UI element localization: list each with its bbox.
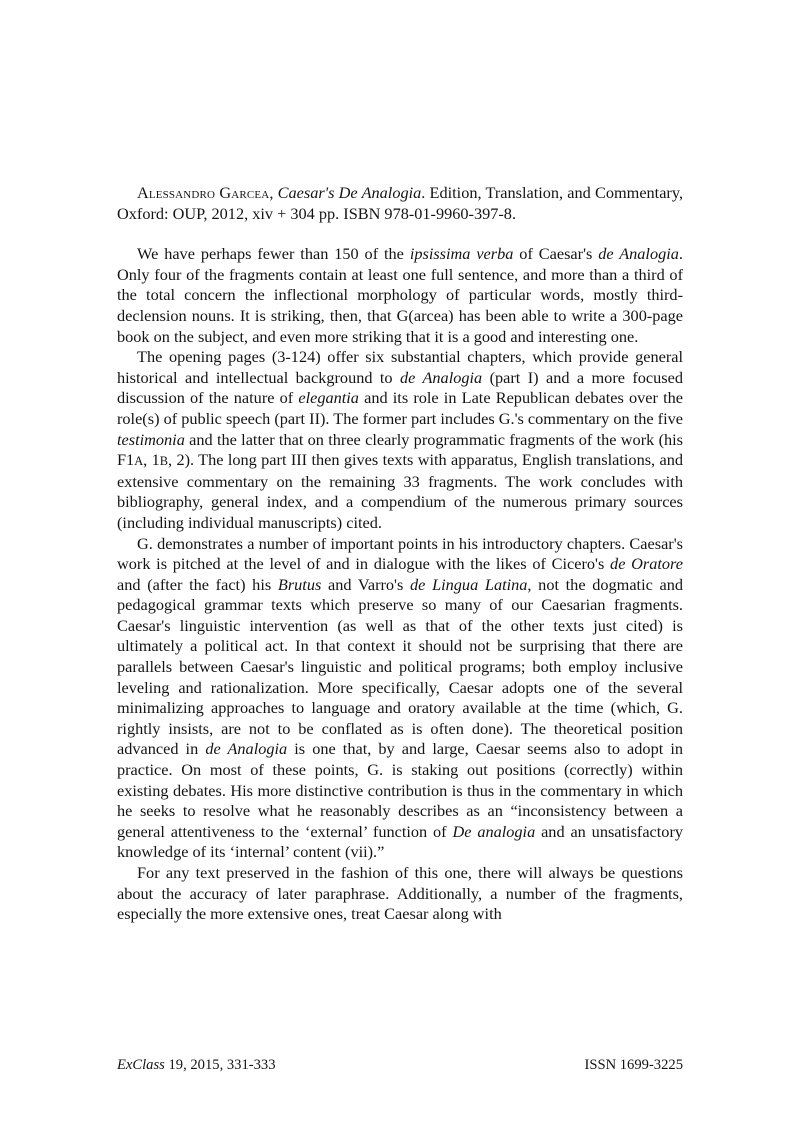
body-paragraph xyxy=(117,863,683,925)
text-run: , not the dogmatic and pedagogical grammar texts which preserve so many of our Caesarian fragments. Caesar's linguistic intervention (as well as that of the other texts just cited) is ultimately a political act. In that context it should not be surprising that there are parallels between Caesar's linguistic and political programs; both employ inclusive leveling and rationalization. More specifically, Caesar adopts one of the several minimalizing approaches to language and oratory available at the time (which, G. rightly insists, are not to be conflated as is often done). The theoretical position advanced in xyxy=(117,574,684,759)
text-run: is one that, by and large, Caesar seems also to adopt in practice. On most of these points, G. is staking out positions (correctly) within existing debates. His more distinctive contribution is thus in the commentary in which he seeks to resolve what he reasonably describes as an “inconsistency between a general attentiveness to the ‘external’ function of xyxy=(117,739,683,841)
text-run: of Caesar's xyxy=(513,244,599,264)
headnote-comma: , xyxy=(269,183,278,202)
italic-phrase: de Oratore xyxy=(610,554,683,574)
body-paragraph xyxy=(117,347,683,533)
italic-phrase: ipsissima verba xyxy=(409,244,514,264)
italic-phrase: De analogia xyxy=(452,821,536,841)
italic-phrase: de Analogia xyxy=(399,367,483,387)
text-run: , 1 xyxy=(143,450,160,470)
italic-phrase: de Lingua Latina xyxy=(410,574,528,594)
text-run: The opening pages (3-124) offer six substantial chapters, which provide general historical and intellectual background to xyxy=(117,347,683,387)
text-run: , 2). The long part III then gives texts with apparatus, English translations, and extensive commentary on the remaining 33 fragments. The work concludes with bibliography, general index, and a compendium of the numerous primary sources (including individual manuscripts) cited. xyxy=(117,450,683,532)
review-author: Alessandro Garcea xyxy=(137,183,270,202)
text-run: and an unsatisfactory knowledge of its ‘internal’ content (vii).” xyxy=(117,821,684,862)
italic-phrase: de Analogia xyxy=(205,739,288,759)
text-column xyxy=(117,183,683,925)
page-footer xyxy=(117,1056,683,1074)
footer-issn: ISSN 1699-3225 xyxy=(584,1057,683,1073)
text-run: We have perhaps fewer than 150 of the xyxy=(137,244,410,264)
text-run: and its role in Late Republican debates over the role(s) of public speech (part II). The former part includes G.'s commentary on the five xyxy=(117,388,683,428)
body-paragraph xyxy=(117,534,683,864)
review-imprint: . Edition, Translation, and Commentary, Oxford: OUP, 2012, xiv + 304 pp. ISBN 978-01-9960-397-8. xyxy=(117,183,684,223)
italic-phrase: testimonia xyxy=(117,429,185,449)
review-headnote xyxy=(117,183,683,224)
body-paragraph xyxy=(117,244,683,347)
italic-phrase: Brutus xyxy=(277,574,322,594)
journal-name: ExClass xyxy=(117,1057,165,1073)
text-run: and Varro's xyxy=(321,574,411,594)
small-caps-letter: B xyxy=(159,454,169,469)
journal-citation: 19, 2015, 331-333 xyxy=(164,1057,276,1073)
footer-citation xyxy=(117,1056,276,1074)
small-caps-letter: A xyxy=(134,454,144,469)
text-run: (part I) and a more focused discussion of the nature of xyxy=(117,367,684,408)
review-book-title: Caesar's De Analogia xyxy=(277,183,422,202)
italic-phrase: elegantia xyxy=(298,388,359,408)
text-run: and the latter that on three clearly programmatic fragments of the work (his F1 xyxy=(117,429,683,470)
text-run: . Only four of the fragments contain at least one full sentence, and more than a third of the total concern the inflectional morphology of particular words, mostly third-declension nouns. It is striking, then, that G(arcea) has been able to write a 300-page book on the subject, and even more striking that it is a good and interesting one. xyxy=(117,244,683,346)
text-run: and (after the fact) his xyxy=(117,574,278,594)
italic-phrase: de Analogia xyxy=(598,244,679,264)
text-run: G. demonstrates a number of important points in his introductory chapters. Caesar's work is pitched at the level of and in dialogue with the likes of Cicero's xyxy=(117,533,683,574)
text-run: For any text preserved in the fashion of this one, there will always be questions about the accuracy of later paraphrase. Additionally, a number of the fragments, especially the more extensive ones, treat Caesar along with xyxy=(117,863,683,924)
